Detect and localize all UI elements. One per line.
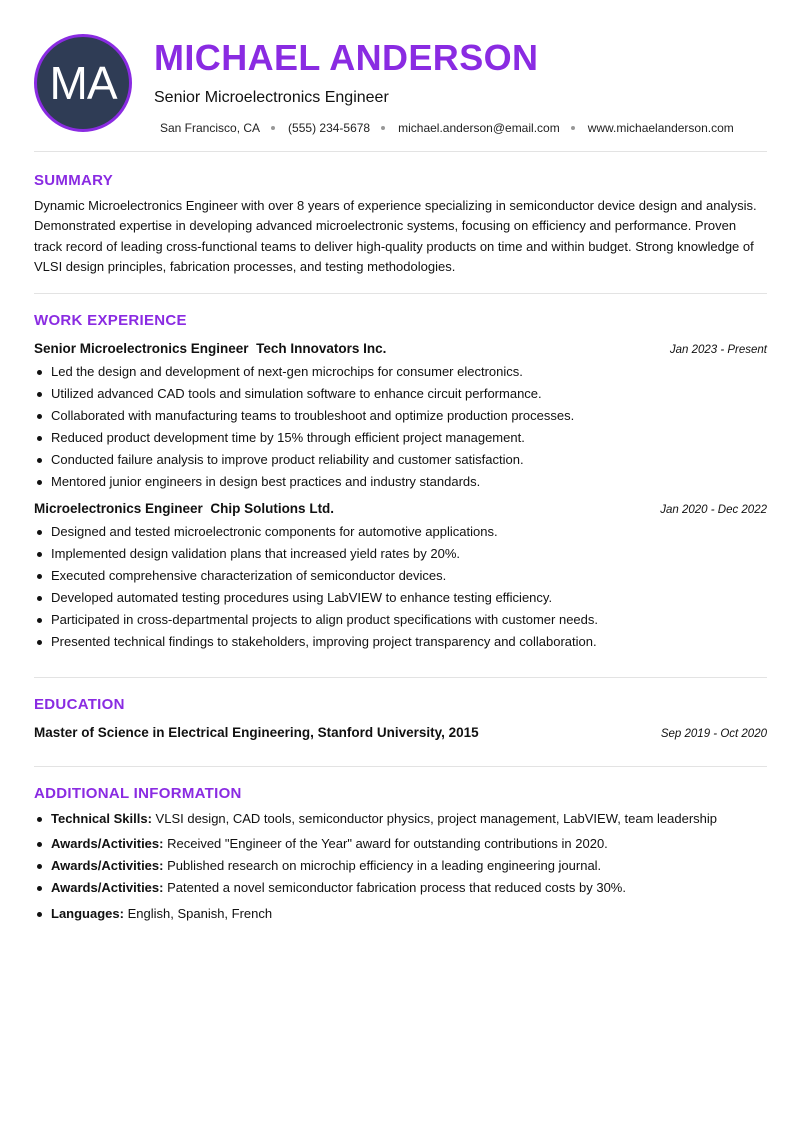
contact-row (160, 121, 734, 135)
list-item: Presented technical findings to stakeholders, improving project transparency and collaboration. (34, 631, 767, 653)
resume-header (34, 0, 767, 152)
summary-section (34, 152, 767, 294)
list-item: Reduced product development time by 15% through efficient project management. (34, 427, 767, 449)
job-entry (34, 501, 767, 653)
list-item: Mentored junior engineers in design best practices and industry standards. (34, 471, 767, 493)
list-item: Awards/Activities: Patented a novel semiconductor fabrication process that reduced costs by 30%. (34, 877, 767, 899)
job-header (34, 501, 767, 516)
contact-email[interactable]: michael.anderson@email.com (398, 121, 560, 135)
list-item: Designed and tested microelectronic components for automotive applications. (34, 521, 767, 543)
summary-text: Dynamic Microelectronics Engineer with over 8 years of experience specializing in semiconductor device design and analysis. Demonstrated expertise in developing advanced microelectronic systems, focusing on efficiency and performance. Proven track record of leading cross-functional teams to deliver high-quality products on time and within budget. Strong knowledge of VLSI design principles, fabrication processes, and testing methodologies. (34, 198, 757, 274)
separator-dot-icon (571, 126, 575, 130)
education-degree: Master of Science in Electrical Engineering, Stanford University, 2015 (34, 725, 479, 741)
list-item: Languages: English, Spanish, French (34, 903, 767, 925)
section-heading-additional: ADDITIONAL INFORMATION (34, 785, 242, 803)
experience-section (34, 294, 767, 678)
avatar: MA (34, 34, 132, 132)
education-entry (34, 725, 767, 740)
contact-location: San Francisco, CA (160, 121, 261, 135)
list-item: Collaborated with manufacturing teams to troubleshoot and optimize production processes. (34, 405, 767, 427)
list-item: Executed comprehensive characterization of semiconductor devices. (34, 565, 767, 587)
list-item: Conducted failure analysis to improve product reliability and customer satisfaction. (34, 449, 767, 471)
job-role: Senior Microelectronics Engineer (34, 341, 249, 357)
job-entry (34, 341, 767, 493)
education-section (34, 678, 767, 767)
job-bullets (34, 521, 767, 653)
contact-website[interactable]: www.michaelanderson.com (587, 121, 734, 135)
list-item: Participated in cross-departmental projects to align product specifications with customer needs. (34, 609, 767, 631)
job-role: Microelectronics Engineer (34, 501, 203, 517)
job-bullets (34, 361, 767, 493)
job-role-company (34, 341, 386, 356)
additional-section (34, 767, 767, 925)
job-dates: Jan 2020 - Dec 2022 (660, 504, 767, 517)
job-company: Tech Innovators Inc. (256, 341, 387, 357)
job-header (34, 341, 767, 356)
contact-phone[interactable]: (555) 234-5678 (288, 121, 371, 135)
list-item: Awards/Activities: Published research on microchip efficiency in a leading engineering journal. (34, 855, 767, 877)
section-heading-education: EDUCATION (34, 696, 125, 714)
additional-list (34, 808, 767, 925)
list-item: Utilized advanced CAD tools and simulation software to enhance circuit performance. (34, 383, 767, 405)
candidate-name: MICHAEL ANDERSON (154, 37, 539, 78)
section-heading-summary: SUMMARY (34, 172, 114, 189)
job-role-company (34, 501, 334, 516)
list-item: Implemented design validation plans that increased yield rates by 20%. (34, 543, 767, 565)
list-item: Led the design and development of next-gen microchips for consumer electronics. (34, 361, 767, 383)
list-item: Developed automated testing procedures using LabVIEW to enhance testing efficiency. (34, 587, 767, 609)
education-dates: Sep 2019 - Oct 2020 (660, 728, 767, 741)
job-dates: Jan 2023 - Present (669, 344, 767, 357)
separator-dot-icon (271, 126, 275, 130)
candidate-title: Senior Microelectronics Engineer (154, 89, 389, 106)
list-item: Awards/Activities: Received "Engineer of the Year" award for outstanding contributions in 2020. (34, 833, 767, 855)
list-item: Technical Skills: VLSI design, CAD tools, semiconductor physics, project management, LabVIEW, team leadership (34, 808, 767, 830)
separator-dot-icon (381, 126, 385, 130)
section-heading-experience: WORK EXPERIENCE (34, 312, 187, 330)
job-company: Chip Solutions Ltd. (210, 501, 335, 517)
